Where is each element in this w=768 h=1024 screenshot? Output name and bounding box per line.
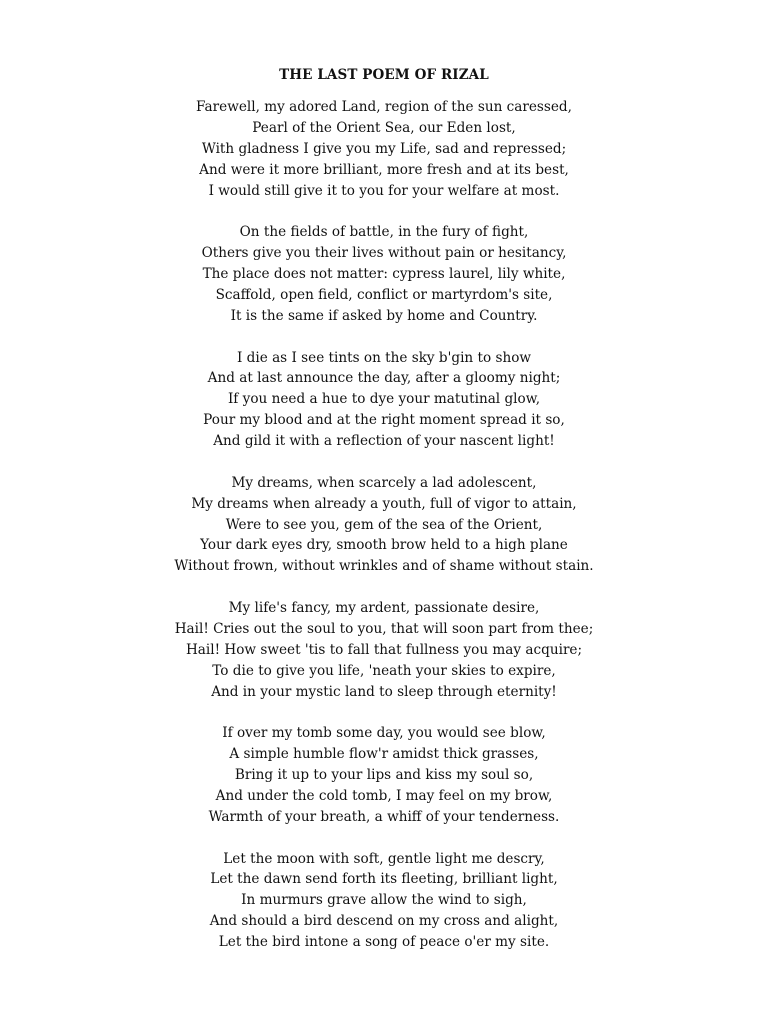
poem-line: Hail! Cries out the soul to you, that will soon part from thee; — [174, 620, 594, 637]
stanza-3 — [0, 348, 768, 452]
poem-line: If over my tomb some day, you would see blow, — [222, 725, 546, 742]
poem-line: Your dark eyes dry, smooth brow held to a high plane — [200, 537, 568, 554]
poem-line: Without frown, without wrinkles and of shame without stain. — [174, 558, 594, 575]
poem-line: Let the moon with soft, gentle light me descry, — [223, 850, 545, 867]
poem-line: Hail! How sweet 'tis to fall that fullness you may acquire; — [185, 641, 583, 658]
poem-line: And should a bird descend on my cross and alight, — [209, 913, 559, 930]
poem-line: My dreams when already a youth, full of vigor to attain, — [191, 495, 577, 512]
stanza-1 — [0, 97, 768, 201]
poem-line: With gladness I give you my Life, sad and repressed; — [201, 140, 567, 157]
poem-line: My dreams, when scarcely a lad adolescent, — [231, 474, 537, 491]
poem-line: In murmurs grave allow the wind to sigh, — [241, 892, 527, 909]
poem-line: Pour my blood and at the right moment spread it so, — [203, 412, 565, 429]
poem-line: Farewell, my adored Land, region of the sun caressed, — [196, 99, 572, 115]
poem-body — [0, 97, 768, 974]
poem-line: On the fields of battle, in the fury of fight, — [239, 224, 529, 241]
poem-line: Bring it up to your lips and kiss my soul so, — [234, 767, 534, 784]
poem-line: And were it more brilliant, more fresh and at its best, — [199, 161, 569, 178]
poem-line: Scaffold, open field, conflict or martyrdom's site, — [215, 286, 553, 303]
poem-title: THE LAST POEM OF RIZAL — [279, 67, 489, 83]
poem-line: My life's fancy, my ardent, passionate desire, — [228, 600, 540, 616]
poem-line: To die to give you life, 'neath your skies to expire, — [212, 662, 556, 679]
poem-line: Let the bird intone a song of peace o'er my site. — [218, 934, 550, 951]
poem-line: Others give you their lives without pain or hesitancy, — [201, 245, 567, 262]
poem-line: Pearl of the Orient Sea, our Eden lost, — [252, 119, 516, 136]
poem-line: I would still give it to you for your welfare at most. — [208, 182, 560, 199]
poem-line: The place does not matter: cypress laurel, lily white, — [202, 266, 566, 283]
poem-line: And gild it with a reflection of your nascent light! — [213, 433, 555, 450]
poem-line: Warmth of your breath, a whiff of your tenderness. — [208, 808, 560, 825]
stanza-5 — [0, 598, 768, 702]
stanza-4 — [0, 473, 768, 577]
poem-line: Let the dawn send forth its fleeting, brilliant light, — [210, 871, 558, 888]
poem-line: It is the same if asked by home and Country. — [230, 307, 538, 324]
poem-line: Were to see you, gem of the sea of the Orient, — [225, 516, 543, 533]
stanza-2 — [0, 222, 768, 326]
poem-line: And at last announce the day, after a gloomy night; — [207, 370, 561, 387]
stanza-6 — [0, 723, 768, 827]
poem-line: I die as I see tints on the sky b'gin to show — [236, 349, 532, 366]
poem-line: And under the cold tomb, I may feel on my brow, — [215, 787, 553, 804]
stanza-7 — [0, 849, 768, 953]
poem-line: If you need a hue to dye your matutinal glow, — [227, 391, 541, 408]
poem-line: A simple humble flow'r amidst thick grasses, — [229, 746, 539, 763]
poem-line: And in your mystic land to sleep through eternity! — [211, 683, 557, 700]
